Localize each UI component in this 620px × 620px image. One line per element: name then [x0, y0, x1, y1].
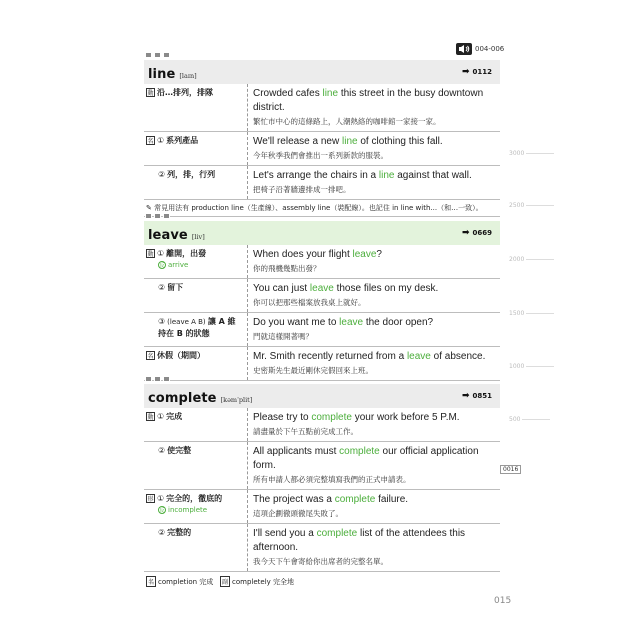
sense-label: 離開，出發: [166, 249, 207, 258]
usage-note: ✎ 常見用法有 production line（生產線）、assembly line（裝配線）。也記住 in line with...（和…一致）。: [144, 200, 500, 217]
sense-label: 完整的: [167, 528, 192, 537]
antonym-icon: 反: [159, 508, 165, 514]
antonym: 反 arrive: [159, 261, 189, 269]
check-box[interactable]: [145, 52, 152, 58]
pos-tag: 名: [146, 576, 156, 587]
side-scale-1500: 1500: [509, 310, 554, 317]
pos-tag: 動: [147, 90, 154, 97]
side-scale-500: 500: [509, 416, 550, 423]
sense-row: ③ (leave A B) 讓 A 維持在 B 的狀態 Do you want me to leave the door open? 門就這樣開著嗎？: [144, 313, 500, 347]
entry-number: ➡ 0669: [461, 228, 492, 238]
sense-row: ② 完整的 I'll send you a complete list of the attendees this afternoon. 我今天下午會寄給你出席者的完整名單。: [144, 524, 500, 572]
sense-label: 系列產品: [166, 136, 199, 145]
example-translation: 這項企劃徹頭徹尾失敗了。: [253, 509, 343, 518]
example-sentence: Let's arrange the chairs in a line against that wall.: [253, 170, 472, 181]
check-box[interactable]: [163, 213, 170, 219]
example-translation: 你的飛機幾點出發？: [253, 264, 321, 273]
pos-tag: 名: [147, 353, 154, 360]
sense-row: ② 列，排，行列 Let's arrange the chairs in a line against that wall. 把椅子沿著牆邊排成一排吧。: [144, 166, 500, 200]
entry-number: ➡ 0851: [461, 391, 492, 401]
headword: line: [148, 66, 176, 82]
check-box[interactable]: [145, 213, 152, 219]
example-sentence: You can just leave those files on my desk.: [253, 283, 439, 294]
sense-label: 使完整: [167, 446, 192, 455]
example-translation: 今年秋季我們會推出一系列新款的服裝。: [253, 151, 388, 160]
check-box[interactable]: [163, 376, 170, 382]
pronunciation: [laɪn]: [179, 71, 197, 80]
example-translation: 繁忙市中心的這條路上，人潮熱絡的咖啡館一家接一家。: [253, 117, 441, 126]
headword: complete: [148, 390, 217, 406]
entry-header: [144, 221, 500, 245]
example-sentence: We'll release a new line of clothing this fall.: [253, 136, 443, 147]
example-sentence: All applicants must complete our official application form.: [253, 446, 479, 471]
entry-header: [144, 384, 500, 408]
check-box[interactable]: [154, 213, 161, 219]
side-scale-1000: 1000: [509, 363, 554, 370]
audio-track-label: 004-006: [475, 45, 505, 53]
pos-tag: 動: [147, 414, 154, 421]
example-translation: 史密斯先生最近剛休完假回來上班。: [253, 366, 373, 375]
checkbox-group[interactable]: [145, 52, 500, 60]
sense-label: 列，排，行列: [167, 170, 216, 179]
sense-label: 完成: [166, 412, 183, 421]
example-sentence: I'll send you a complete list of the attendees this afternoon.: [253, 528, 466, 553]
antonym: 反 incomplete: [159, 506, 208, 514]
entry-line: [144, 52, 500, 217]
sense-label: 完全的，徹底的: [166, 494, 223, 503]
arrow-right-icon: ➡: [461, 391, 470, 401]
entry-number: ➡ 0112: [461, 67, 492, 77]
entry-complete: [144, 376, 500, 591]
example-sentence: Do you want me to leave the door open?: [253, 317, 434, 328]
example-translation: 所有申請人都必須完整填寫我們的正式申請表。: [253, 475, 411, 484]
sense-row: 動 ① 完成 Please try to complete your work before 5 P.M. 請盡量於下午五點前完成工作。: [144, 408, 500, 442]
example-translation: 把椅子沿著牆邊排成一排吧。: [253, 185, 351, 194]
page-number: 015: [494, 596, 512, 606]
sense-row: [144, 84, 500, 132]
derivation-item: completion 完成: [158, 578, 214, 586]
example-sentence: The project was a complete failure.: [253, 494, 409, 505]
arrow-right-icon: ➡: [461, 67, 470, 77]
sense-label: 留下: [167, 283, 184, 292]
entry-leave: [144, 213, 500, 381]
pronunciation: [liv]: [191, 232, 205, 241]
pencil-icon: ✎: [146, 204, 155, 212]
example-sentence: Please try to complete your work before 5 P.M.: [253, 412, 460, 423]
derivation-item: completely 完全地: [232, 578, 295, 586]
example-sentence: Crowded cafes line this street in the busy downtown district.: [253, 88, 484, 113]
arrow-right-icon: ➡: [461, 228, 470, 238]
antonym-icon: 反: [159, 263, 165, 269]
sense-row: ② 留下 You can just leave those files on my desk. 你可以把那些檔案放我桌上就好。: [144, 279, 500, 313]
example-translation: 請盡量於下午五點前完成工作。: [253, 427, 358, 436]
side-scale-3000: 3000: [509, 150, 554, 157]
example-sentence: Mr. Smith recently returned from a leave of absence.: [253, 351, 486, 362]
pos-tag: 形: [147, 496, 154, 503]
example-sentence: When does your flight leave?: [253, 249, 382, 260]
pos-tag: 副: [220, 576, 230, 587]
example-translation: 門就這樣開著嗎？: [253, 332, 313, 341]
example-translation: 我今天下午會寄給你出席者的完整名單。: [253, 557, 388, 566]
sense-label: 沿…排列，排隊: [157, 88, 213, 97]
derivations: [144, 572, 500, 591]
check-box[interactable]: [154, 376, 161, 382]
progress-marker: 0016: [500, 465, 521, 474]
sense-label: 讓 A 維持在 B 的狀態: [158, 317, 236, 338]
check-box[interactable]: [163, 52, 170, 58]
sense-label: 休假（期間）: [157, 351, 205, 360]
pronunciation: [kəmˈplit]: [220, 395, 253, 404]
sense-row: 形 ① 完全的，徹底的 反 incomplete The project was a complete failure. 這項企劃徹頭徹尾失敗了。: [144, 490, 500, 524]
pos-tag: 動: [147, 251, 154, 258]
example-translation: 你可以把那些檔案放我桌上就好。: [253, 298, 366, 307]
side-scale-2000: 2000: [509, 256, 554, 263]
side-scale-2500: 2500: [509, 202, 554, 209]
sense-row: 名 ① 系列產品 We'll release a new line of clothing this fall. 今年秋季我們會推出一系列新款的服裝。: [144, 132, 500, 166]
entry-header: [144, 60, 500, 84]
check-box[interactable]: [154, 52, 161, 58]
sense-row: ② 使完整 All applicants must complete our official application form. 所有申請人都必須完整填寫我們的正式申請表。: [144, 442, 500, 490]
check-box[interactable]: [145, 376, 152, 382]
sense-row: 動 ① 離開，出發 反 arrive When does your flight leave? 你的飛機幾點出發？: [144, 245, 500, 279]
pos-tag: 名: [147, 138, 154, 145]
checkbox-group[interactable]: [145, 213, 500, 221]
headword: leave: [148, 227, 188, 243]
checkbox-group[interactable]: [145, 376, 500, 384]
